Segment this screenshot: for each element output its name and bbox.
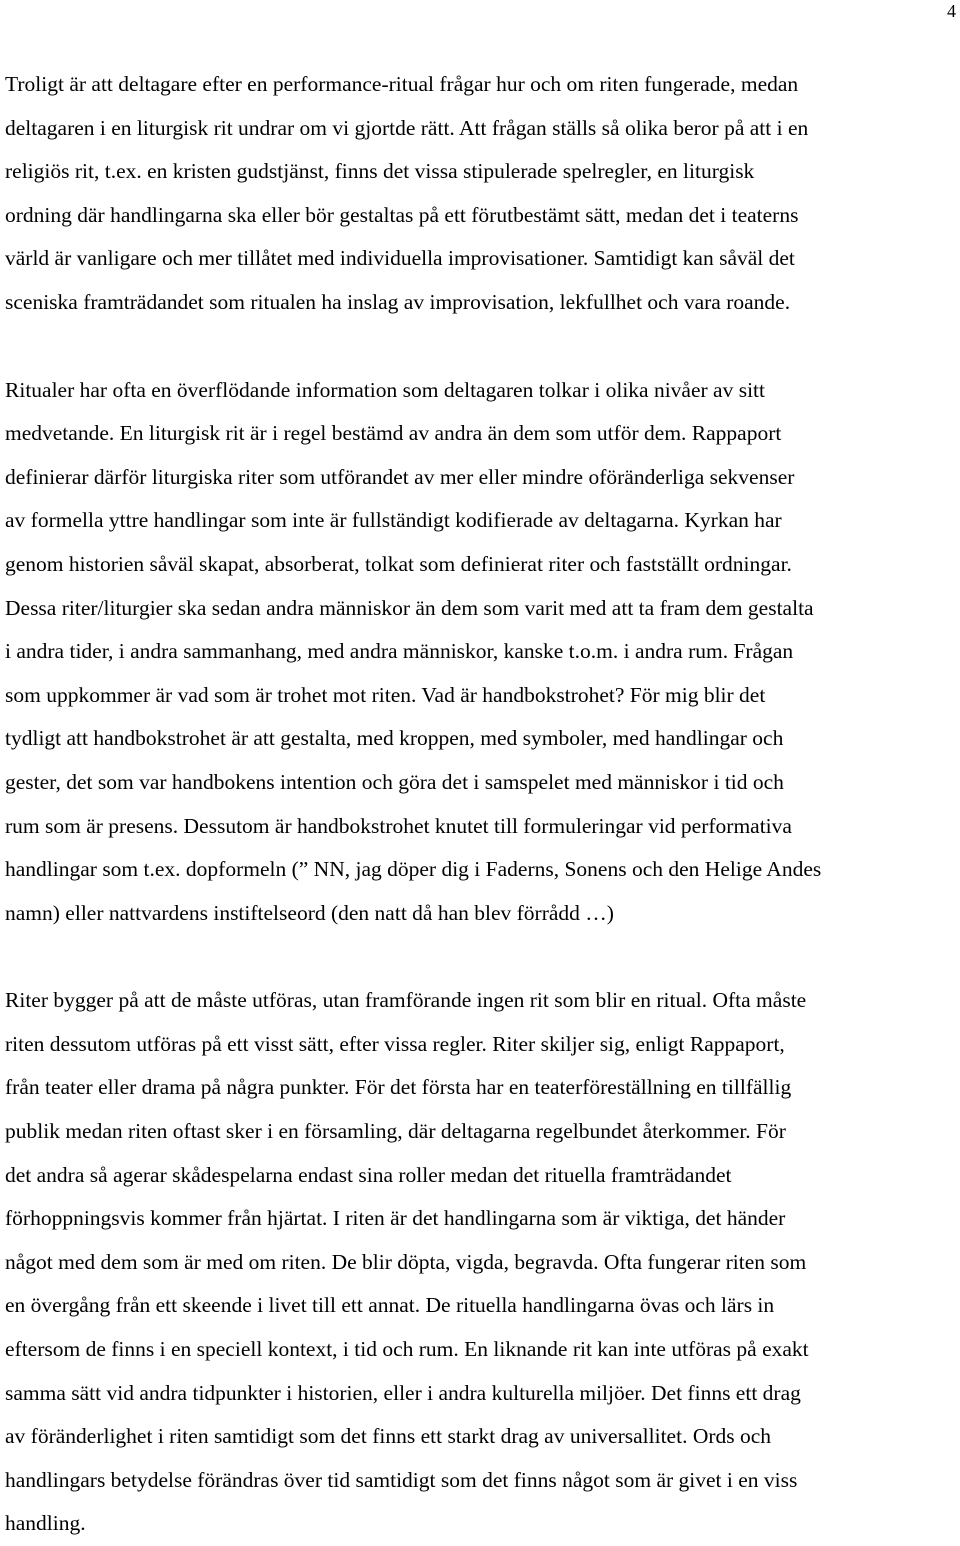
paragraph-gap xyxy=(5,935,960,979)
text-line: handlingars betydelse förändras över tid samtidigt som det finns något som är givet i en viss xyxy=(5,1467,798,1492)
paragraph-gap xyxy=(5,325,960,369)
text-line: Ritualer har ofta en överflödande information som deltagaren tolkar i olika nivåer av sitt xyxy=(5,377,766,402)
text-line: rum som är presens. Dessutom är handbokstrohet knutet till formuleringar vid performativa xyxy=(5,813,792,838)
text-line: namn) eller nattvardens instiftelseord (den natt då han blev förrådd …) xyxy=(5,900,614,925)
text-line: i andra tider, i andra sammanhang, med andra människor, kanske t.o.m. i andra rum. Frågan xyxy=(5,639,794,664)
text-line: Dessa riter/liturgier ska sedan andra människor än dem som varit med att ta fram dem gestalta xyxy=(5,595,814,620)
text-line: ordning där handlingarna ska eller bör gestaltas på ett förutbestämt sätt, medan det i teaterns xyxy=(5,202,799,227)
page-number: 4 xyxy=(947,1,956,21)
paragraph-3 xyxy=(5,979,960,1546)
text-line: Riter bygger på att de måste utföras, utan framförande ingen rit som blir en ritual. Ofta måste xyxy=(5,988,807,1013)
text-line: samma sätt vid andra tidpunkter i historien, eller i andra kulturella miljöer. Det finns ett drag xyxy=(5,1380,801,1405)
text-line: en övergång från ett skeende i livet till ett annat. De rituella handlingarna övas och lärs in xyxy=(5,1293,775,1318)
text-line: medvetande. En liturgisk rit är i regel bestämd av andra än dem som utför dem. Rappaport xyxy=(5,421,782,446)
text-line: tydligt att handbokstrohet är att gestalta, med kroppen, med symboler, med handlingar och xyxy=(5,726,784,751)
text-line: förhoppningsvis kommer från hjärtat. I riten är det handlingarna som är viktiga, det händer xyxy=(5,1206,786,1231)
text-line: av föränderlighet i riten samtidigt som det finns ett starkt drag av universallitet. Ords och xyxy=(5,1424,772,1449)
text-line: som uppkommer är vad som är trohet mot riten. Vad är handbokstrohet? För mig blir det xyxy=(5,682,766,707)
text-line: riten dessutom utföras på ett visst sätt, efter vissa regler. Riter skiljer sig, enligt Rappaport, xyxy=(5,1031,785,1056)
text-line: gester, det som var handbokens intention och göra det i samspelet med människor i tid och xyxy=(5,769,784,794)
paragraph-1 xyxy=(5,63,960,325)
text-line: religiös rit, t.ex. en kristen gudstjänst, finns det vissa stipulerade spelregler, en liturgisk xyxy=(5,159,755,184)
text-line: Troligt är att deltagare efter en performance-ritual frågar hur och om riten fungerade, medan xyxy=(5,72,799,96)
paragraph-2 xyxy=(5,369,960,936)
text-line: genom historien såväl skapat, absorberat, tolkat som definierat riter och fastställt ordningar. xyxy=(5,551,792,576)
text-line: det andra så agerar skådespelarna endast sina roller medan det rituella framträdandet xyxy=(5,1162,732,1187)
document-body xyxy=(5,63,960,1546)
text-line: handlingar som t.ex. dopformeln (” NN, jag döper dig i Faderns, Sonens och den Helige Andes xyxy=(5,857,822,882)
text-line: deltagaren i en liturgisk rit undrar om vi gjortde rätt. Att frågan ställs så olika beror på att i en xyxy=(5,115,809,140)
text-line: publik medan riten oftast sker i en församling, där deltagarna regelbundet återkommer. För xyxy=(5,1119,786,1144)
text-line: värld är vanligare och mer tillåtet med individuella improvisationer. Samtidigt kan såväl det xyxy=(5,246,795,271)
text-line: sceniska framträdandet som ritualen ha inslag av improvisation, lekfullhet och vara roande. xyxy=(5,289,791,314)
text-line: handling. xyxy=(5,1511,86,1536)
text-line: från teater eller drama på några punkter. För det första har en teaterföreställning en tillfällig xyxy=(5,1075,792,1100)
text-line: eftersom de finns i en speciell kontext, i tid och rum. En liknande rit kan inte utföras på exakt xyxy=(5,1337,809,1362)
text-line: något med dem som är med om riten. De blir döpta, vigda, begravda. Ofta fungerar riten som xyxy=(5,1249,807,1274)
text-line: av formella yttre handlingar som inte är fullständigt kodifierade av deltagarna. Kyrkan har xyxy=(5,508,782,533)
text-line: definierar därför liturgiska riter som utförandet av mer eller mindre oföränderliga sekvenser xyxy=(5,464,795,489)
